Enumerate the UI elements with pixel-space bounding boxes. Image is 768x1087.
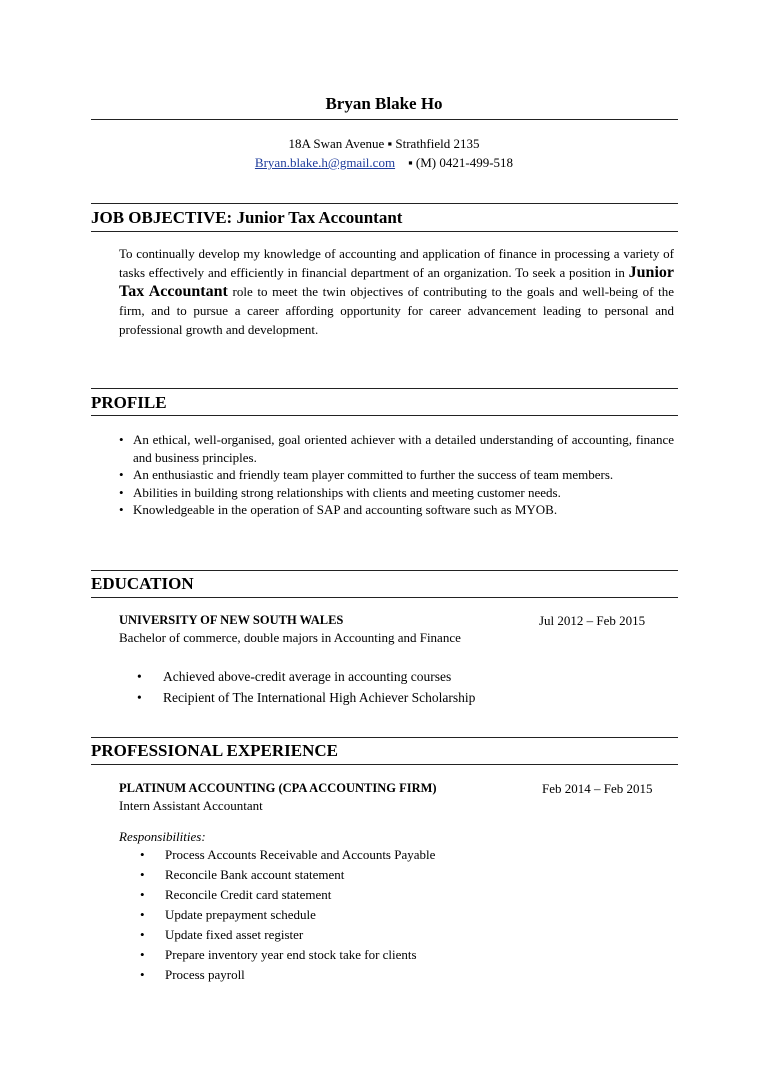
bullet-icon: •: [119, 432, 124, 447]
objective-heading: JOB OBJECTIVE: Junior Tax Accountant: [91, 208, 403, 227]
bullet-icon: •: [140, 847, 145, 862]
institution-name: UNIVERSITY OF NEW SOUTH WALES: [119, 613, 344, 627]
bullet-icon: •: [140, 947, 145, 962]
responsibility-item: [140, 945, 435, 965]
responsibility-text: Update fixed asset register: [165, 927, 304, 942]
objective-text-start: To continually develop my knowledge of accounting and application of finance in processing a variety of tasks effectively and efficiently in financial department of an organization. To seek a position in: [119, 246, 674, 280]
achievement-text: Achieved above-credit average in accounting courses: [163, 669, 452, 684]
objective-bottom-rule: [91, 231, 678, 232]
bullet-icon: •: [140, 907, 145, 922]
profile-bottom-rule: [91, 415, 678, 416]
company-name: PLATINUM ACCOUNTING (CPA ACCOUNTING FIRM): [119, 781, 437, 795]
bullet-icon: •: [140, 867, 145, 882]
achievement-text: Recipient of The International High Achiever Scholarship: [163, 690, 476, 705]
responsibility-item: [140, 925, 435, 945]
responsibility-text: Process Accounts Receivable and Accounts Payable: [165, 847, 436, 862]
profile-item: [119, 466, 674, 484]
responsibility-text: Reconcile Credit card statement: [165, 887, 332, 902]
achievement-item: [137, 687, 475, 708]
responsibilities-label: Responsibilities:: [119, 829, 206, 844]
header-divider: [91, 119, 678, 120]
education-achievements: [137, 666, 475, 708]
objective-text-end: role to meet the twin objectives of contributing to the goals and well-being of the firm, and to pursue a career affording opportunity for career advancement leading to personal and professional growth and development.: [119, 284, 675, 337]
profile-list: [119, 431, 674, 519]
phone-number: (M) 0421-499-518: [415, 155, 514, 170]
profile-heading: PROFILE: [91, 393, 167, 412]
address-line: 18A Swan Avenue ▪ Strathfield 2135: [288, 136, 480, 151]
bullet-icon: •: [119, 467, 124, 482]
education-bottom-rule: [91, 597, 678, 598]
profile-item-text: An ethical, well-organised, goal oriented achiever with a detailed understanding of accounting, finance and business principles.: [133, 432, 674, 465]
education-heading: EDUCATION: [91, 574, 194, 593]
job-position: Intern Assistant Accountant: [119, 798, 263, 813]
responsibility-text: Prepare inventory year end stock take for clients: [165, 947, 417, 962]
responsibility-item: [140, 865, 435, 885]
responsibility-text: Update prepayment schedule: [165, 907, 316, 922]
bullet-icon: •: [137, 690, 142, 705]
responsibility-item: [140, 905, 435, 925]
responsibility-text: Process payroll: [165, 967, 245, 982]
experience-top-rule: [91, 737, 678, 738]
experience-dates: Feb 2014 – Feb 2015: [542, 781, 653, 796]
bullet-icon: •: [140, 967, 145, 982]
profile-item-text: Knowledgeable in the operation of SAP and accounting software such as MYOB.: [133, 502, 558, 517]
profile-item-text: An enthusiastic and friendly team player committed to further the success of team members.: [133, 467, 614, 482]
bullet-icon: •: [140, 887, 145, 902]
profile-item-text: Abilities in building strong relationships with clients and meeting customer needs.: [133, 484, 561, 500]
contact-line: [0, 155, 768, 171]
experience-heading: PROFESSIONAL EXPERIENCE: [91, 741, 339, 760]
responsibility-item: [140, 845, 435, 865]
responsibility-text: Reconcile Bank account statement: [165, 867, 345, 882]
profile-item: [119, 484, 674, 502]
responsibility-item: [140, 965, 435, 985]
bullet-icon: •: [119, 502, 124, 517]
degree-title: Bachelor of commerce, double majors in Accounting and Finance: [119, 630, 461, 645]
objective-target-role: Junior Tax Accountant: [119, 264, 674, 300]
profile-top-rule: [91, 388, 678, 389]
education-dates: Jul 2012 – Feb 2015: [539, 613, 646, 628]
responsibility-item: [140, 885, 435, 905]
email-link[interactable]: Bryan.blake.h@gmail.com: [254, 155, 396, 170]
phone-separator: ▪: [408, 155, 413, 170]
objective-paragraph: [119, 244, 674, 339]
bullet-icon: •: [119, 484, 124, 500]
bullet-icon: •: [140, 927, 145, 942]
objective-top-rule: [91, 203, 678, 204]
achievement-item: [137, 666, 475, 687]
experience-bottom-rule: [91, 764, 678, 765]
bullet-icon: •: [137, 669, 142, 684]
profile-item: [119, 431, 674, 466]
responsibilities-list: [140, 845, 435, 985]
education-top-rule: [91, 570, 678, 571]
profile-item: [119, 501, 674, 519]
candidate-name: Bryan Blake Ho: [325, 94, 443, 113]
